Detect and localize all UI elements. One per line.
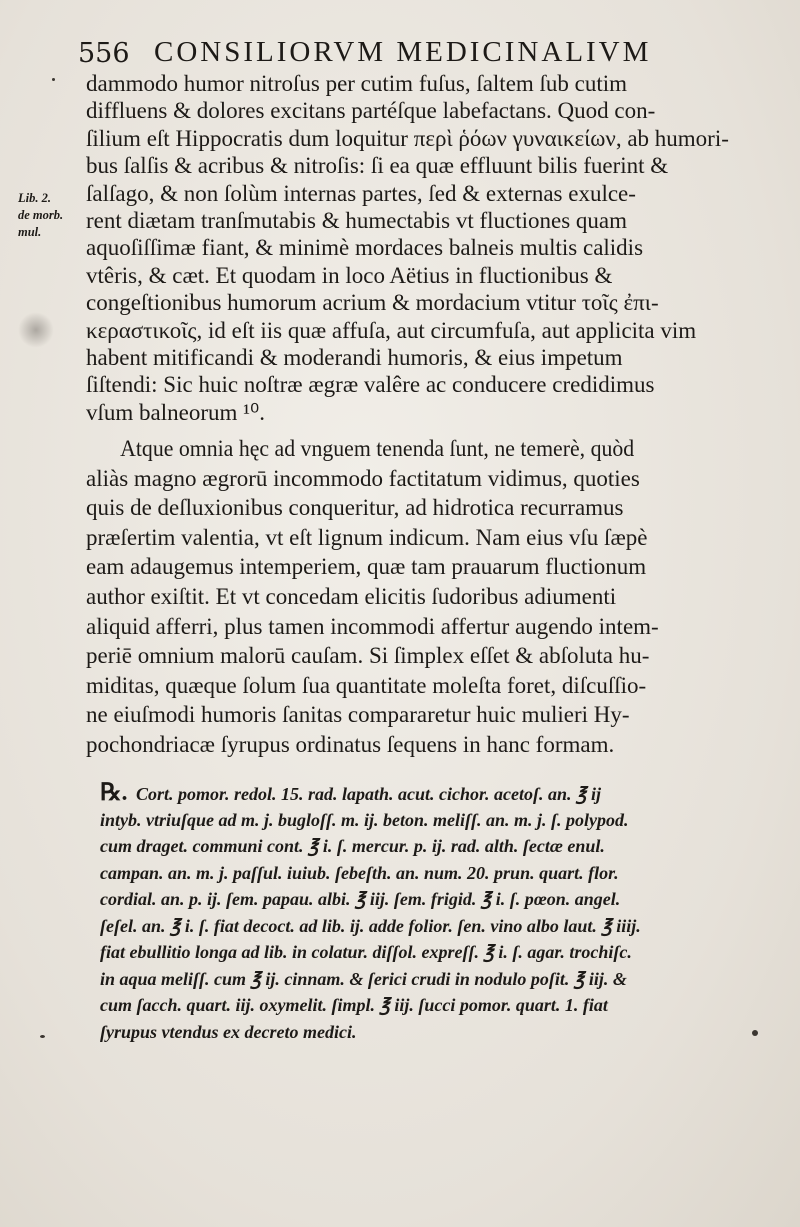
text-line: κεραστικοῖς, id eſt iis quæ affuſa, aut circumfuſa, aut applicita vim xyxy=(86,317,697,343)
text-line: pochondriacæ ſyrupus ordinatus ſequens in hanc formam. xyxy=(86,731,615,757)
text-line: author exiſtit. Et vt concedam elicitis ſudoribus adiumenti xyxy=(86,583,617,609)
text-line: quis de deſluxionibus conqueritur, ad hidrotica recurramus xyxy=(86,495,624,521)
text-line: eam adaugemus intemperiem, quæ tam prauarum fluctionum xyxy=(86,554,647,580)
recipe-line: cum ſacch. quart. iij. oxymelit. ſimpl. ℥ iij. ſucci pomor. quart. 1. fiat xyxy=(100,995,608,1015)
paragraph-atque xyxy=(86,434,776,760)
page-number: 556 xyxy=(78,38,130,69)
ink-speck xyxy=(52,78,55,81)
recipe-line: cum draget. communi cont. ℥ i. ſ. mercur. p. ij. rad. alth. ſectæ enul. xyxy=(100,836,605,856)
text-line: rent diætam tranſmutabis & humectabis vt fluctiones quam xyxy=(86,207,628,233)
text-line: habent mitificandi & moderandi humoris, & eius impetum xyxy=(86,344,623,370)
recipe-line: campan. an. m. j. paſſul. iuiub. ſebeſth. an. num. 20. prun. quart. flor. xyxy=(100,862,619,883)
text-line: ſilium eſt Hippocratis dum loquitur περὶ ῥόων γυναικείων, ab humori- xyxy=(86,125,729,151)
text-line: ſalſago, & non ſolùm internas partes, ſed & externas exulce- xyxy=(86,180,636,206)
recipe-line: cordial. an. p. ij. ſem. papau. albi. ℥ iij. ſem. frigid. ℥ i. ſ. pœon. angel. xyxy=(100,889,621,909)
text-line: præſertim valentia, vt eſt lignum indicum. Nam eius vſu ſæpè xyxy=(86,524,648,550)
margin-note-line: Lib. 2. xyxy=(18,191,51,205)
text-line: vtêris, & cæt. Et quodam in loco Aëtius in fluctionibus & xyxy=(86,262,613,288)
text-line: Atque omnia hęc ad vnguem tenenda ſunt, ne temerè, quòd xyxy=(120,436,635,461)
text-line: dammodo humor nitroſus per cutim fuſus, ſaltem ſub cutim xyxy=(86,71,628,96)
text-line: congeſtionibus humorum acrium & mordacium vtitur τοῖς ἐπι- xyxy=(86,290,659,316)
recipe-line: ſyrupus vtendus ex decreto medici. xyxy=(100,1021,357,1042)
text-line: aquoſiſſimæ fiant, & minimè mordaces balneis multis calidis xyxy=(86,235,644,261)
recipe-line: ſeſel. an. ℥ i. ſ. fiat decoct. ad lib. ij. adde folior. ſen. vino albo laut. ℥ iiij. xyxy=(100,915,641,936)
recipe-line: in aqua meliſſ. cum ℥ ij. cinnam. & ſerici crudi in nodulo poſit. ℥ iij. & xyxy=(100,968,627,989)
text-line: diffluens & dolores excitans partéſque labefactans. Quod con- xyxy=(86,98,656,124)
text-line: ne eiuſmodi humoris ſanitas compararetur huic mulieri Hy- xyxy=(86,702,630,728)
recipe-line: intyb. vtriuſque ad m. j. bugloſſ. m. ij. beton. meliſſ. an. m. j. ſ. polypod. xyxy=(100,809,629,830)
text-line: aliàs magno ægrorū incommodo factitatum vidimus, quoties xyxy=(86,465,640,491)
text-line: vſum balneorum ¹⁰. xyxy=(86,399,266,425)
text-line: periē omnium malorū cauſam. Si ſimplex eſſet & abſoluta hu- xyxy=(86,643,650,669)
text-line: aliquid afferri, plus tamen incommodi affertur augendo intem- xyxy=(86,613,659,639)
recipe-block xyxy=(100,780,776,1045)
text-line: miditas, quæque ſolum ſua quantitate moleſta foret, diſcuſſio- xyxy=(86,672,647,698)
recipe-line: fiat ebullitio longa ad lib. in colatur. diſſol. expreſſ. ℥ i. ſ. agar. trochiſc. xyxy=(100,942,632,962)
recipe-symbol: ℞. xyxy=(100,780,128,806)
recipe-line xyxy=(100,780,776,807)
page-header xyxy=(78,34,718,74)
ink-speck xyxy=(40,1035,45,1038)
recipe-line-text: Cort. pomor. redol. 15. rad. lapath. acut. cichor. acetoſ. an. ℥ ij xyxy=(136,784,601,804)
running-title: CONSILIORVM MEDICINALIVM xyxy=(154,36,652,68)
margin-note-line: de morb. xyxy=(18,208,64,222)
margin-note-line: mul. xyxy=(18,225,42,239)
margin-note xyxy=(18,190,80,241)
ink-stain xyxy=(18,312,54,348)
text-line: bus ſalſis & acribus & nitroſis: ſi ea quæ effluunt bilis fuerint & xyxy=(86,153,669,179)
paragraph-continued xyxy=(86,70,776,426)
text-line: ſiſtendi: Sic huic noſtræ ægræ valêre ac conducere credidimus xyxy=(86,372,655,398)
